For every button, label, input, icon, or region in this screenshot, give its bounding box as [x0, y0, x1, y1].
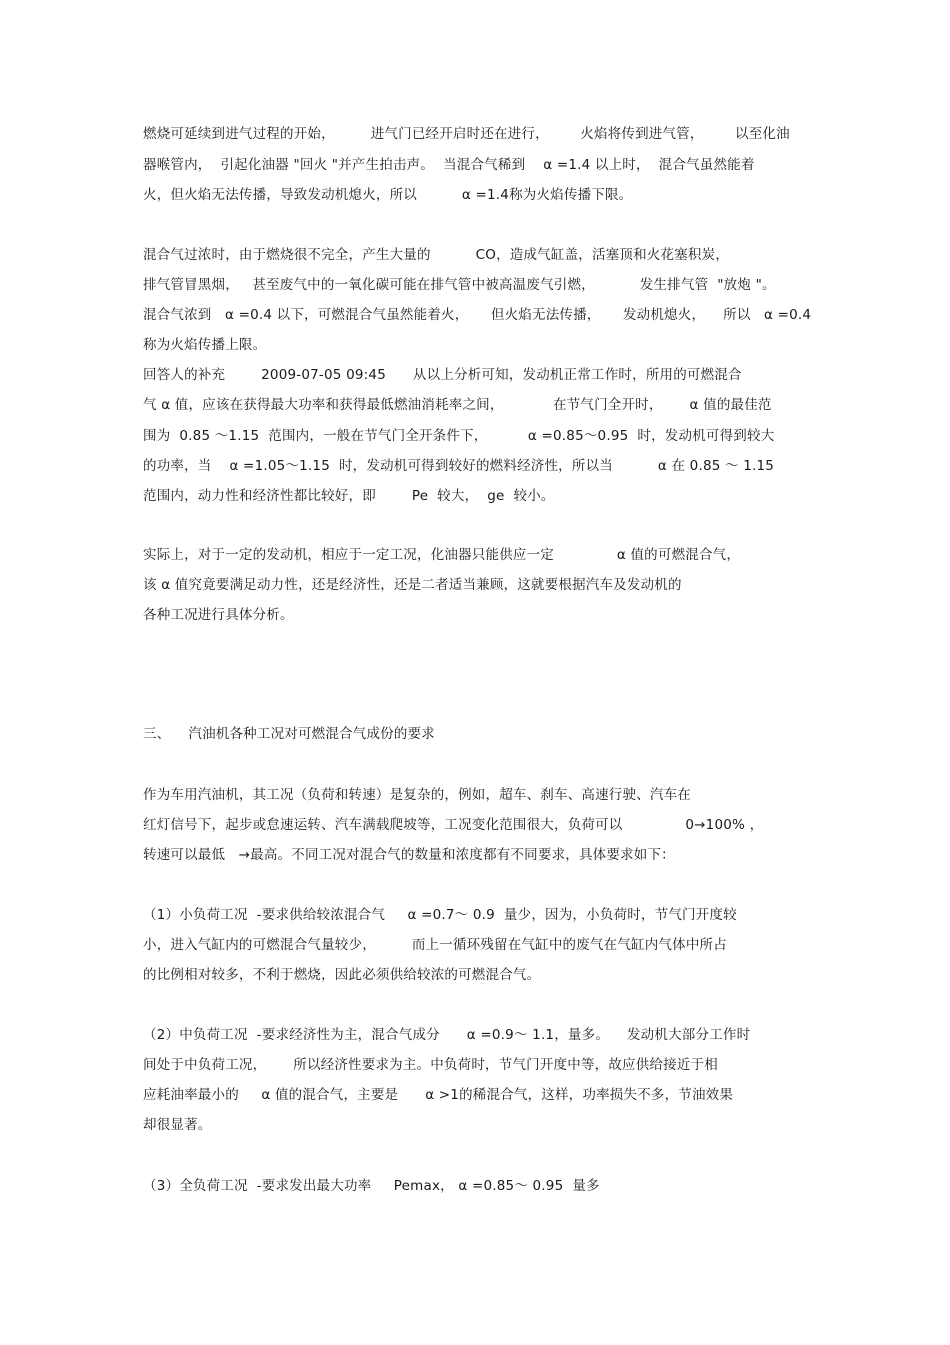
text-line: 器喉管内， 引起化油器 "回火 "并产生拍击声。 当混合气稀到 α =1.4 以上时， 混合气虽然能着: [143, 157, 755, 173]
text-line: 气 α 值，应该在获得最大功率和获得最低燃油消耗率之间， 在节气门全开时， α 值的最佳范: [143, 397, 772, 413]
text-line: 围为 0.85 ～1.15 范围内，一般在节气门全开条件下， α =0.85～0.95 时，发动机可得到较大: [143, 428, 775, 444]
text-line: 实际上，对于一定的发动机，相应于一定工况，化油器只能供应一定 α 值的可燃混合气，: [143, 547, 741, 563]
text-line: 的比例相对较多，不利于燃烧，因此必须供给较浓的可燃混合气。: [143, 967, 541, 983]
text-line: 红灯信号下，起步或怠速运转、汽车满载爬坡等，工况变化范围很大，负荷可以 0→100% ，: [143, 817, 764, 833]
text-line: 小，进入气缸内的可燃混合气量较少， 而上一循环残留在气缸中的废气在气缸内气体中所占: [143, 937, 727, 953]
text-line: 作为车用汽油机，其工况（负荷和转速）是复杂的，例如，超车、刹车、高速行驶、汽车在: [143, 787, 691, 803]
text-line: 转速可以最低 →最高。不同工况对混合气的数量和浓度都有不同要求，具体要求如下：: [143, 847, 675, 863]
text-line: 范围内，动力性和经济性都比较好，即 Pe 较大， ge 较小。: [143, 488, 555, 504]
text-line: 称为火焰传播上限。: [143, 337, 267, 353]
text-line: 应耗油率最小的 α 值的混合气，主要是 α >1的稀混合气，这样，功率损失不多，节油效果: [143, 1087, 734, 1103]
text-line: 各种工况进行具体分析。: [143, 607, 294, 623]
text-line: 该 α 值究竟要满足动力性，还是经济性，还是二者适当兼顾，这就要根据汽车及发动机的: [143, 577, 682, 593]
text-line: 的功率，当 α =1.05～1.15 时，发动机可得到较好的燃料经济性，所以当 α 在 0.85 ～ 1.15: [143, 458, 775, 474]
text-line: （3）全负荷工况 -要求发出最大功率 Pemax， α =0.85～ 0.95 量多: [143, 1178, 600, 1194]
text-line: （2）中负荷工况 -要求经济性为主，混合气成分 α =0.9～ 1.1，量多。 发动机大部分工作时: [143, 1027, 751, 1043]
text-line: 回答人的补充 2009-07-05 09:45 从以上分析可知，发动机正常工作时，所用的可燃混合: [143, 367, 742, 383]
text-line: （1）小负荷工况 -要求供给较浓混合气 α =0.7～ 0.9 量少，因为，小负荷时，节气门开度较: [143, 907, 737, 923]
text-line: 混合气浓到 α =0.4 以下，可燃混合气虽然能着火， 但火焰无法传播， 发动机熄火， 所以 α =0.4: [143, 307, 812, 323]
section-heading: 三、 汽油机各种工况对可燃混合气成份的要求: [143, 726, 435, 742]
text-line: 却很显著。: [143, 1117, 212, 1133]
text-line: 燃烧可延续到进气过程的开始， 进气门已经开启时还在进行， 火焰将传到进气管， 以至化油: [143, 126, 790, 142]
text-line: 间处于中负荷工况， 所以经济性要求为主。中负荷时，节气门开度中等，故应供给接近于相: [143, 1057, 718, 1073]
text-line: 排气管冒黑烟， 甚至废气中的一氧化碳可能在排气管中被高温废气引燃， 发生排气管 "放炮 "。: [143, 277, 776, 293]
text-line: 混合气过浓时，由于燃烧很不完全，产生大量的 CO，造成气缸盖，活塞顶和火花塞积炭，: [143, 247, 729, 263]
text-line: 火，但火焰无法传播，导致发动机熄火，所以 α =1.4称为火焰传播下限。: [143, 187, 633, 203]
